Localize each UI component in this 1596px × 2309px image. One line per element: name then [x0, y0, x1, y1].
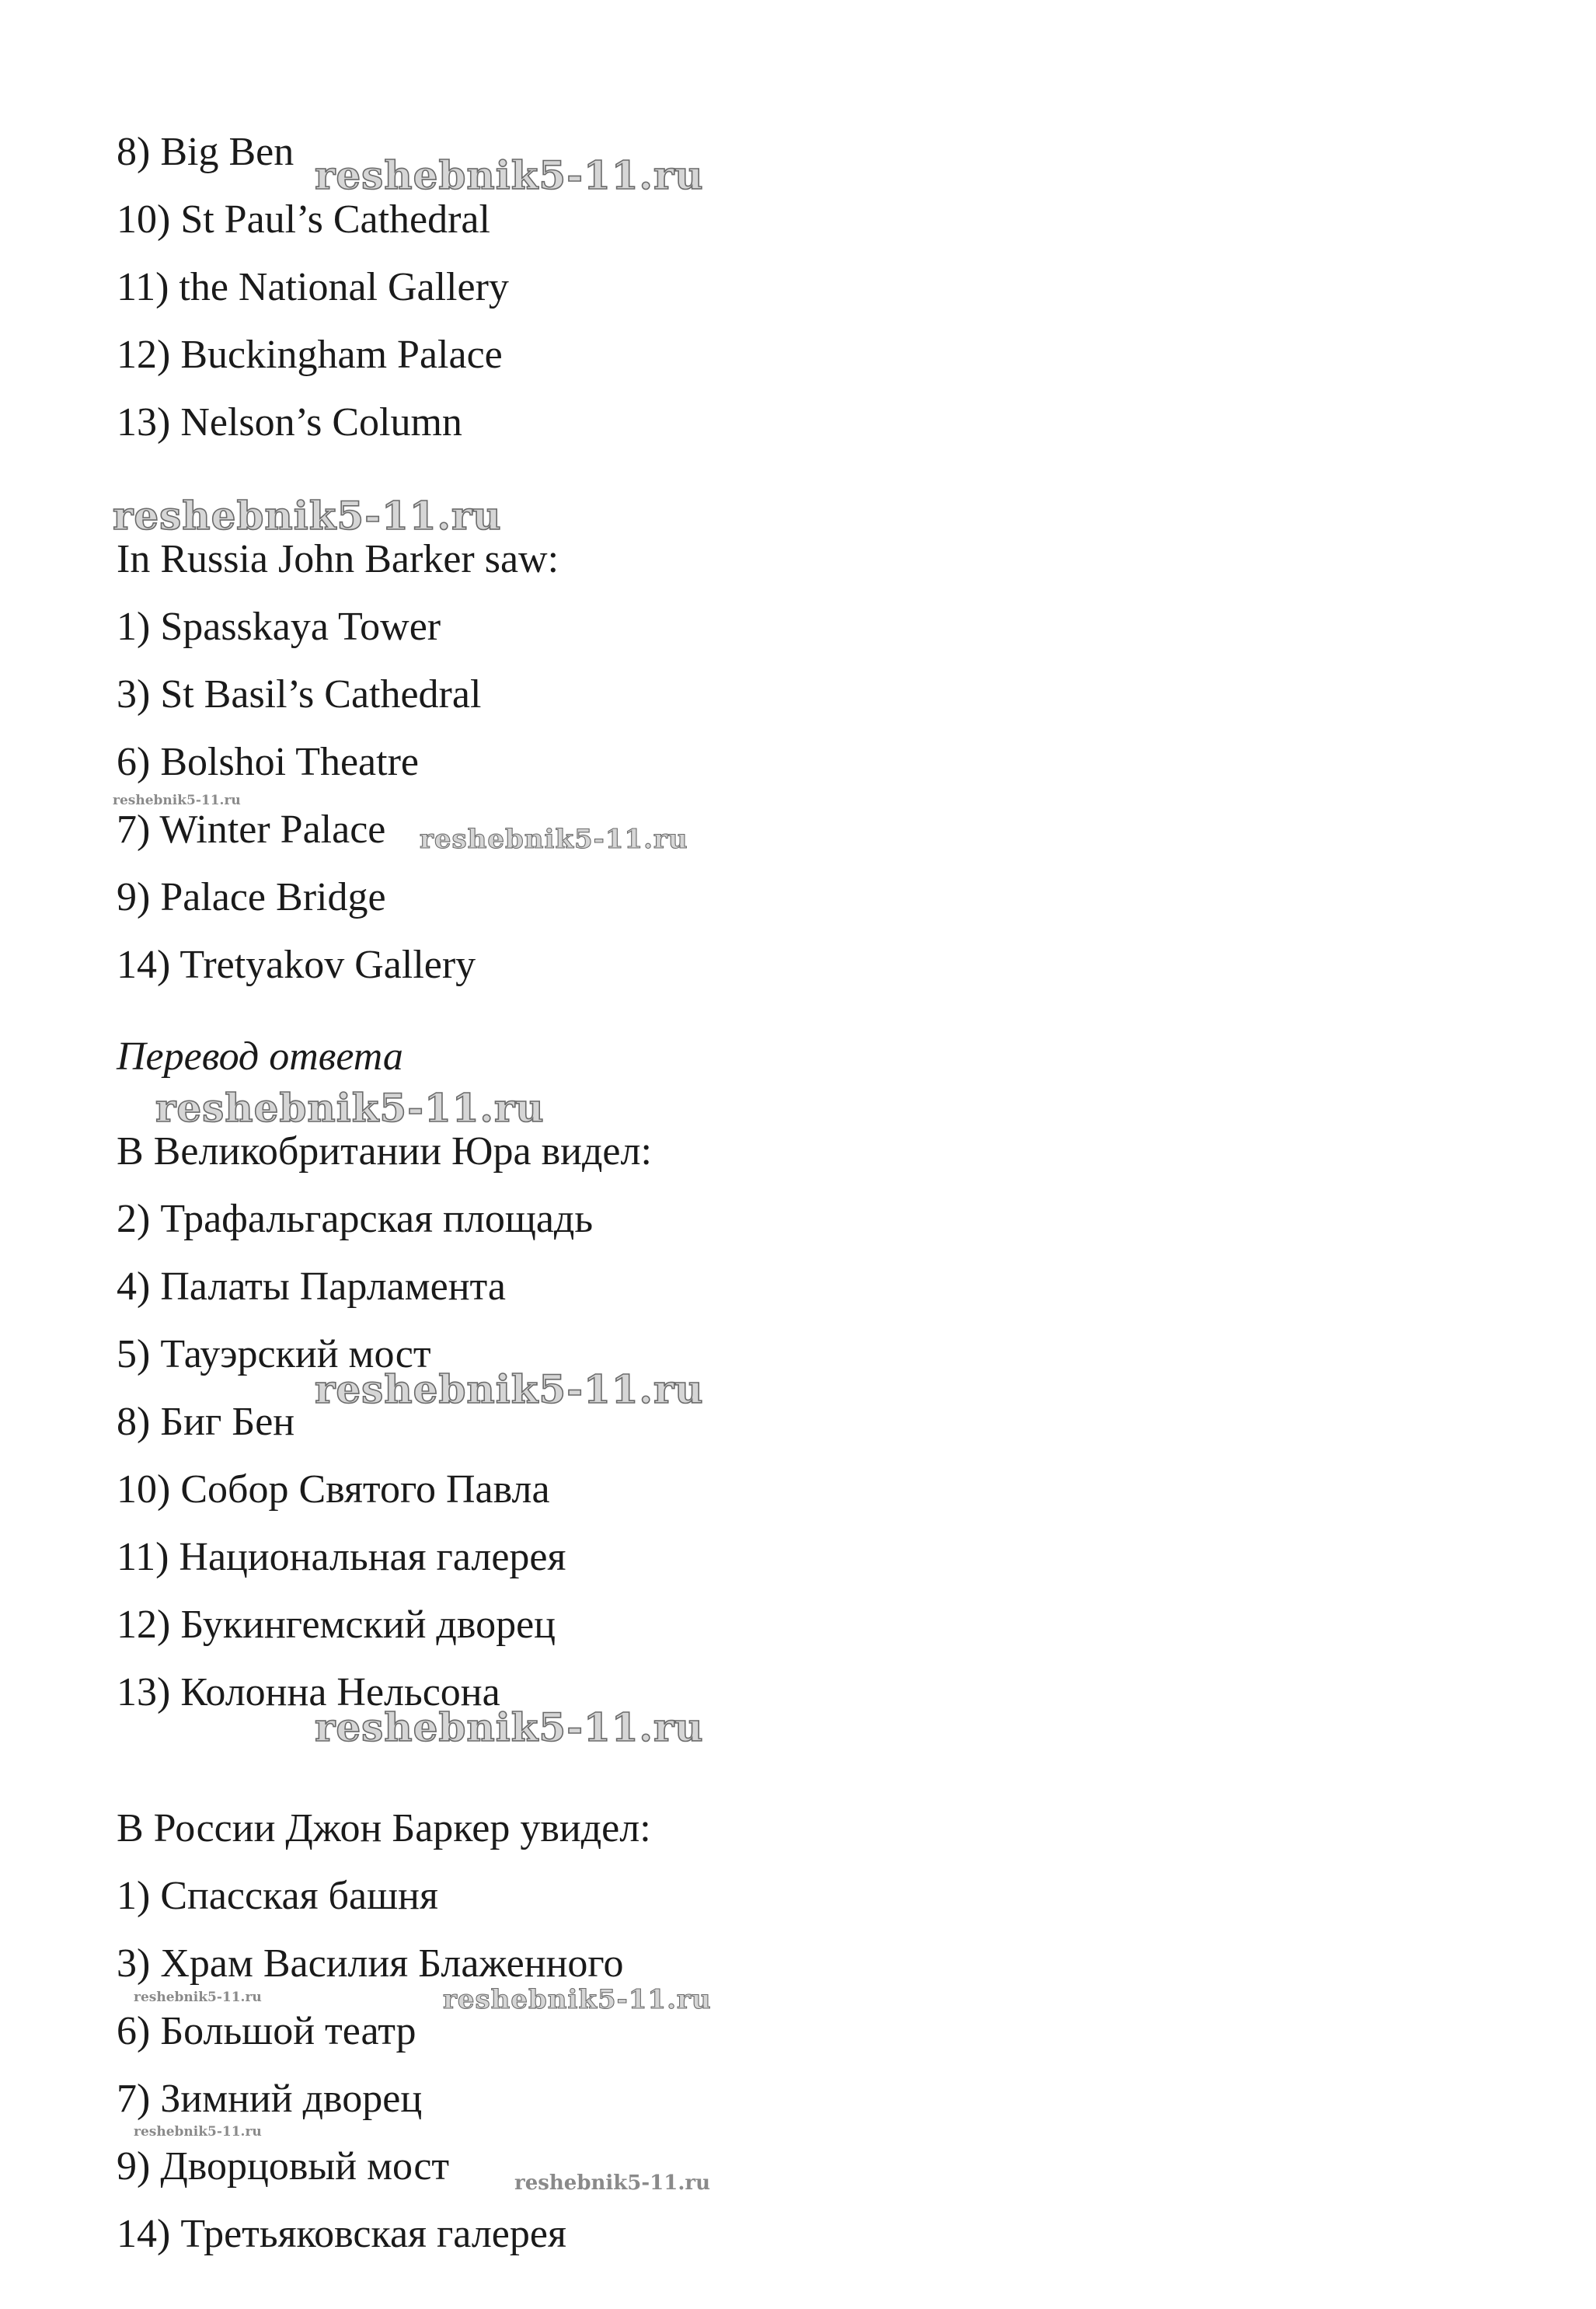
translation-ru-item: 1) Спасская башня	[117, 1874, 438, 1918]
uk-list-item: 10) St Paul’s Cathedral	[117, 197, 490, 242]
uk-list-item: 8) Big Ben	[117, 130, 294, 174]
watermark: reshebnik5-11.ru	[155, 1085, 545, 1131]
russia-list-item: 14) Tretyakov Gallery	[117, 943, 476, 987]
watermark: reshebnik5-11.ru	[443, 1984, 712, 2015]
russia-list-item: 3) St Basil’s Cathedral	[117, 672, 482, 717]
translation-ru-item: 9) Дворцовый мост	[117, 2144, 450, 2189]
watermark: reshebnik5-11.ru	[315, 1704, 704, 1750]
translation-uk-item: 11) Национальная галерея	[117, 1535, 566, 1579]
russia-list-item: 7) Winter Palace	[117, 807, 386, 852]
translation-uk-item: 2) Трафальгарская площадь	[117, 1197, 594, 1241]
translation-uk-item: 10) Собор Святого Павла	[117, 1467, 550, 1512]
translation-title: Перевод ответа	[117, 1034, 403, 1079]
watermark: reshebnik5-11.ru	[113, 793, 241, 808]
translation-uk-heading: В Великобритании Юра видел:	[117, 1129, 652, 1174]
watermark: reshebnik5-11.ru	[134, 1990, 262, 2005]
russia-list-item: 9) Palace Bridge	[117, 875, 386, 919]
uk-list-item: 12) Buckingham Palace	[117, 333, 503, 377]
translation-uk-item: 12) Букингемский дворец	[117, 1603, 556, 1647]
watermark: reshebnik5-11.ru	[113, 493, 502, 539]
translation-uk-item: 8) Биг Бен	[117, 1400, 295, 1444]
translation-ru-heading: В России Джон Баркер увидел:	[117, 1806, 651, 1850]
watermark: reshebnik5-11.ru	[514, 2171, 711, 2195]
uk-list-item: 13) Nelson’s Column	[117, 400, 462, 445]
translation-ru-item: 7) Зимний дворец	[117, 2077, 423, 2121]
translation-ru-item: 3) Храм Василия Блаженного	[117, 1941, 624, 1986]
watermark: reshebnik5-11.ru	[315, 152, 704, 198]
translation-uk-item: 13) Колонна Нельсона	[117, 1670, 500, 1714]
russia-list-item: 1) Spasskaya Tower	[117, 605, 441, 649]
translation-uk-item: 5) Тауэрский мост	[117, 1332, 431, 1376]
watermark: reshebnik5-11.ru	[420, 824, 688, 855]
russia-heading: In Russia John Barker saw:	[117, 537, 559, 581]
translation-ru-item: 14) Третьяковская галерея	[117, 2212, 566, 2256]
watermark: reshebnik5-11.ru	[134, 2124, 262, 2140]
translation-uk-item: 4) Палаты Парламента	[117, 1264, 506, 1309]
watermark: reshebnik5-11.ru	[315, 1366, 704, 1412]
translation-ru-item: 6) Большой театр	[117, 2009, 416, 2053]
uk-list-item: 11) the National Gallery	[117, 265, 509, 309]
russia-list-item: 6) Bolshoi Theatre	[117, 740, 419, 784]
